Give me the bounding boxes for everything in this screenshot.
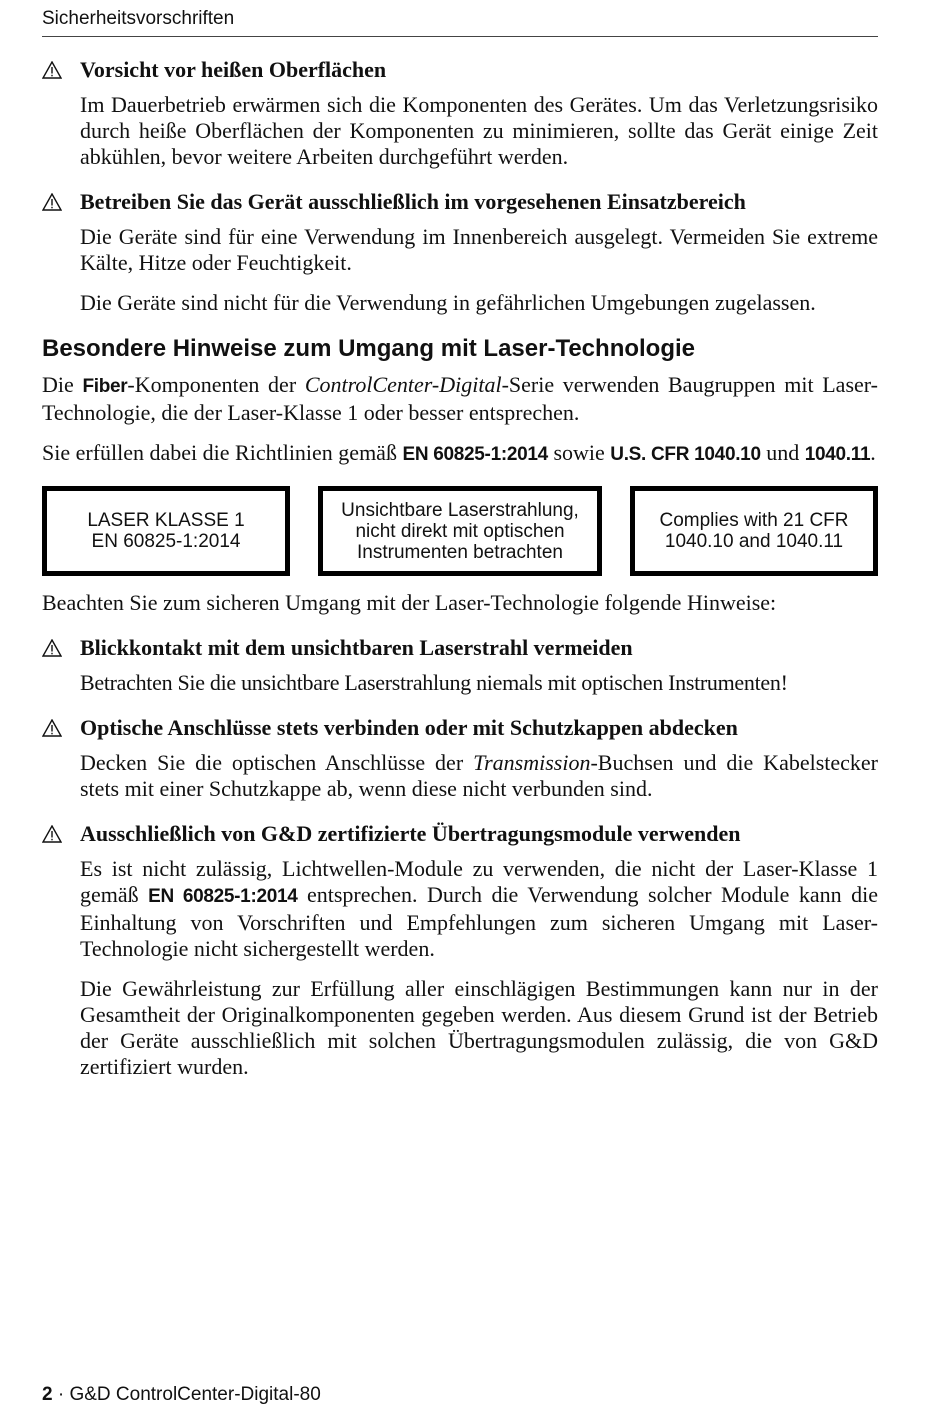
footer-title: G&D ControlCenter-Digital-80 [69,1384,321,1405]
warning-text: Die Geräte sind für eine Verwendung im Innenbereich ausgelegt. Vermeiden Sie extreme Kälte, Hitze oder Feuchtigkeit. [80,224,878,275]
warning-title: Betreiben Sie das Gerät ausschließlich im vorgesehenen Einsatzbereich [80,189,746,214]
warning-title: Optische Anschlüsse stets verbinden oder mit Schutzkappen abdecken [80,715,738,740]
warning-text: Im Dauerbetrieb erwärmen sich die Komponenten des Gerätes. Um das Verletzungsrisiko durch heiße Oberflächen der Komponenten zu minimieren, sollte das Gerät einige Zeit abkühlen, bevor weitere Arbeiten durchgeführt werden. [80,92,878,169]
section-heading: Besondere Hinweise zum Umgang mit Laser-Technologie [42,335,696,362]
laser-notes-intro: Beachten Sie zum sicheren Umgang mit der Laser-Technologie folgende Hinweise: [42,590,777,615]
warning-text: Die Gewährleistung zur Erfüllung aller einschlägigen Bestimmungen kann nur in der Gesamtheit der Originalkomponenten gegeben werden. Aus diesem Grund ist der Betrieb der Geräte ausschließlich mit solchen Übertragungsmodulen zulässig, die von G&D zertifiziert wurden. [80,976,878,1079]
laser-radiation-label: Unsichtbare Laserstrahlung, nicht direkt mit optischen Instrumenten betrachten [318,486,602,576]
standards-paragraph: Sie erfüllen dabei die Richtlinien gemäß EN 60825-1:2014 sowie U.S. CFR 1040.10 und 1040.11. [42,440,876,465]
cfr-compliance-label: Complies with 21 CFR 1040.10 and 1040.11 [630,486,878,576]
warning-optical-ports [42,714,878,802]
laser-labels [42,486,878,576]
warning-triangle-icon [42,188,80,216]
page-number: 2 [42,1384,53,1405]
warning-title: Vorsicht vor heißen Oberflächen [80,57,387,82]
warning-triangle-icon [42,634,80,662]
warning-intended-use [42,188,878,316]
running-header: Sicherheitsvorschriften [42,8,878,37]
warning-title: Blickkontakt mit dem unsichtbaren Laserstrahl vermeiden [80,635,633,660]
warning-certified-modules [42,820,878,1080]
warning-triangle-icon [42,714,80,742]
warning-triangle-icon [42,56,80,84]
laser-class-label: LASER KLASSE 1 EN 60825-1:2014 [42,486,290,576]
warning-triangle-icon [42,820,80,848]
warning-eye-contact [42,634,878,696]
warning-text: Die Geräte sind nicht für die Verwendung in gefährlichen Umgebungen zugelassen. [80,290,816,315]
warning-text: Decken Sie die optischen Anschlüsse der Transmission-Buchsen und die Kabelstecker stets mit einer Schutzkappe ab, wenn diese nicht verbunden sind. [80,750,879,801]
warning-text: Betrachten Sie die unsichtbare Laserstrahlung niemals mit optischen Instrumenten! [80,670,788,695]
warning-text: Es ist nicht zulässig, Lichtwellen-Module zu verwenden, die nicht der Laser-Klasse 1 gemäß EN 60825-1:2014 entsprechen. Durch die Verwendung solcher Module kann die Einhaltung von Vorschriften und Empfehlungen zum sicheren Umgang mit Laser-Technologie nicht sichergestellt werden. [80,856,878,961]
warning-hot-surfaces [42,56,878,170]
page-content [42,56,878,1080]
warning-title: Ausschließlich von G&D zertifizierte Übertragungsmodule verwenden [80,821,741,846]
laser-intro-paragraph: Die Fiber-Komponenten der ControlCenter-Digital-Serie verwenden Baugruppen mit Laser-Technologie, die der Laser-Klasse 1 oder besser entsprechen. [42,372,878,425]
page-footer: 2 · G&D ControlCenter-Digital-80 [42,1384,321,1405]
